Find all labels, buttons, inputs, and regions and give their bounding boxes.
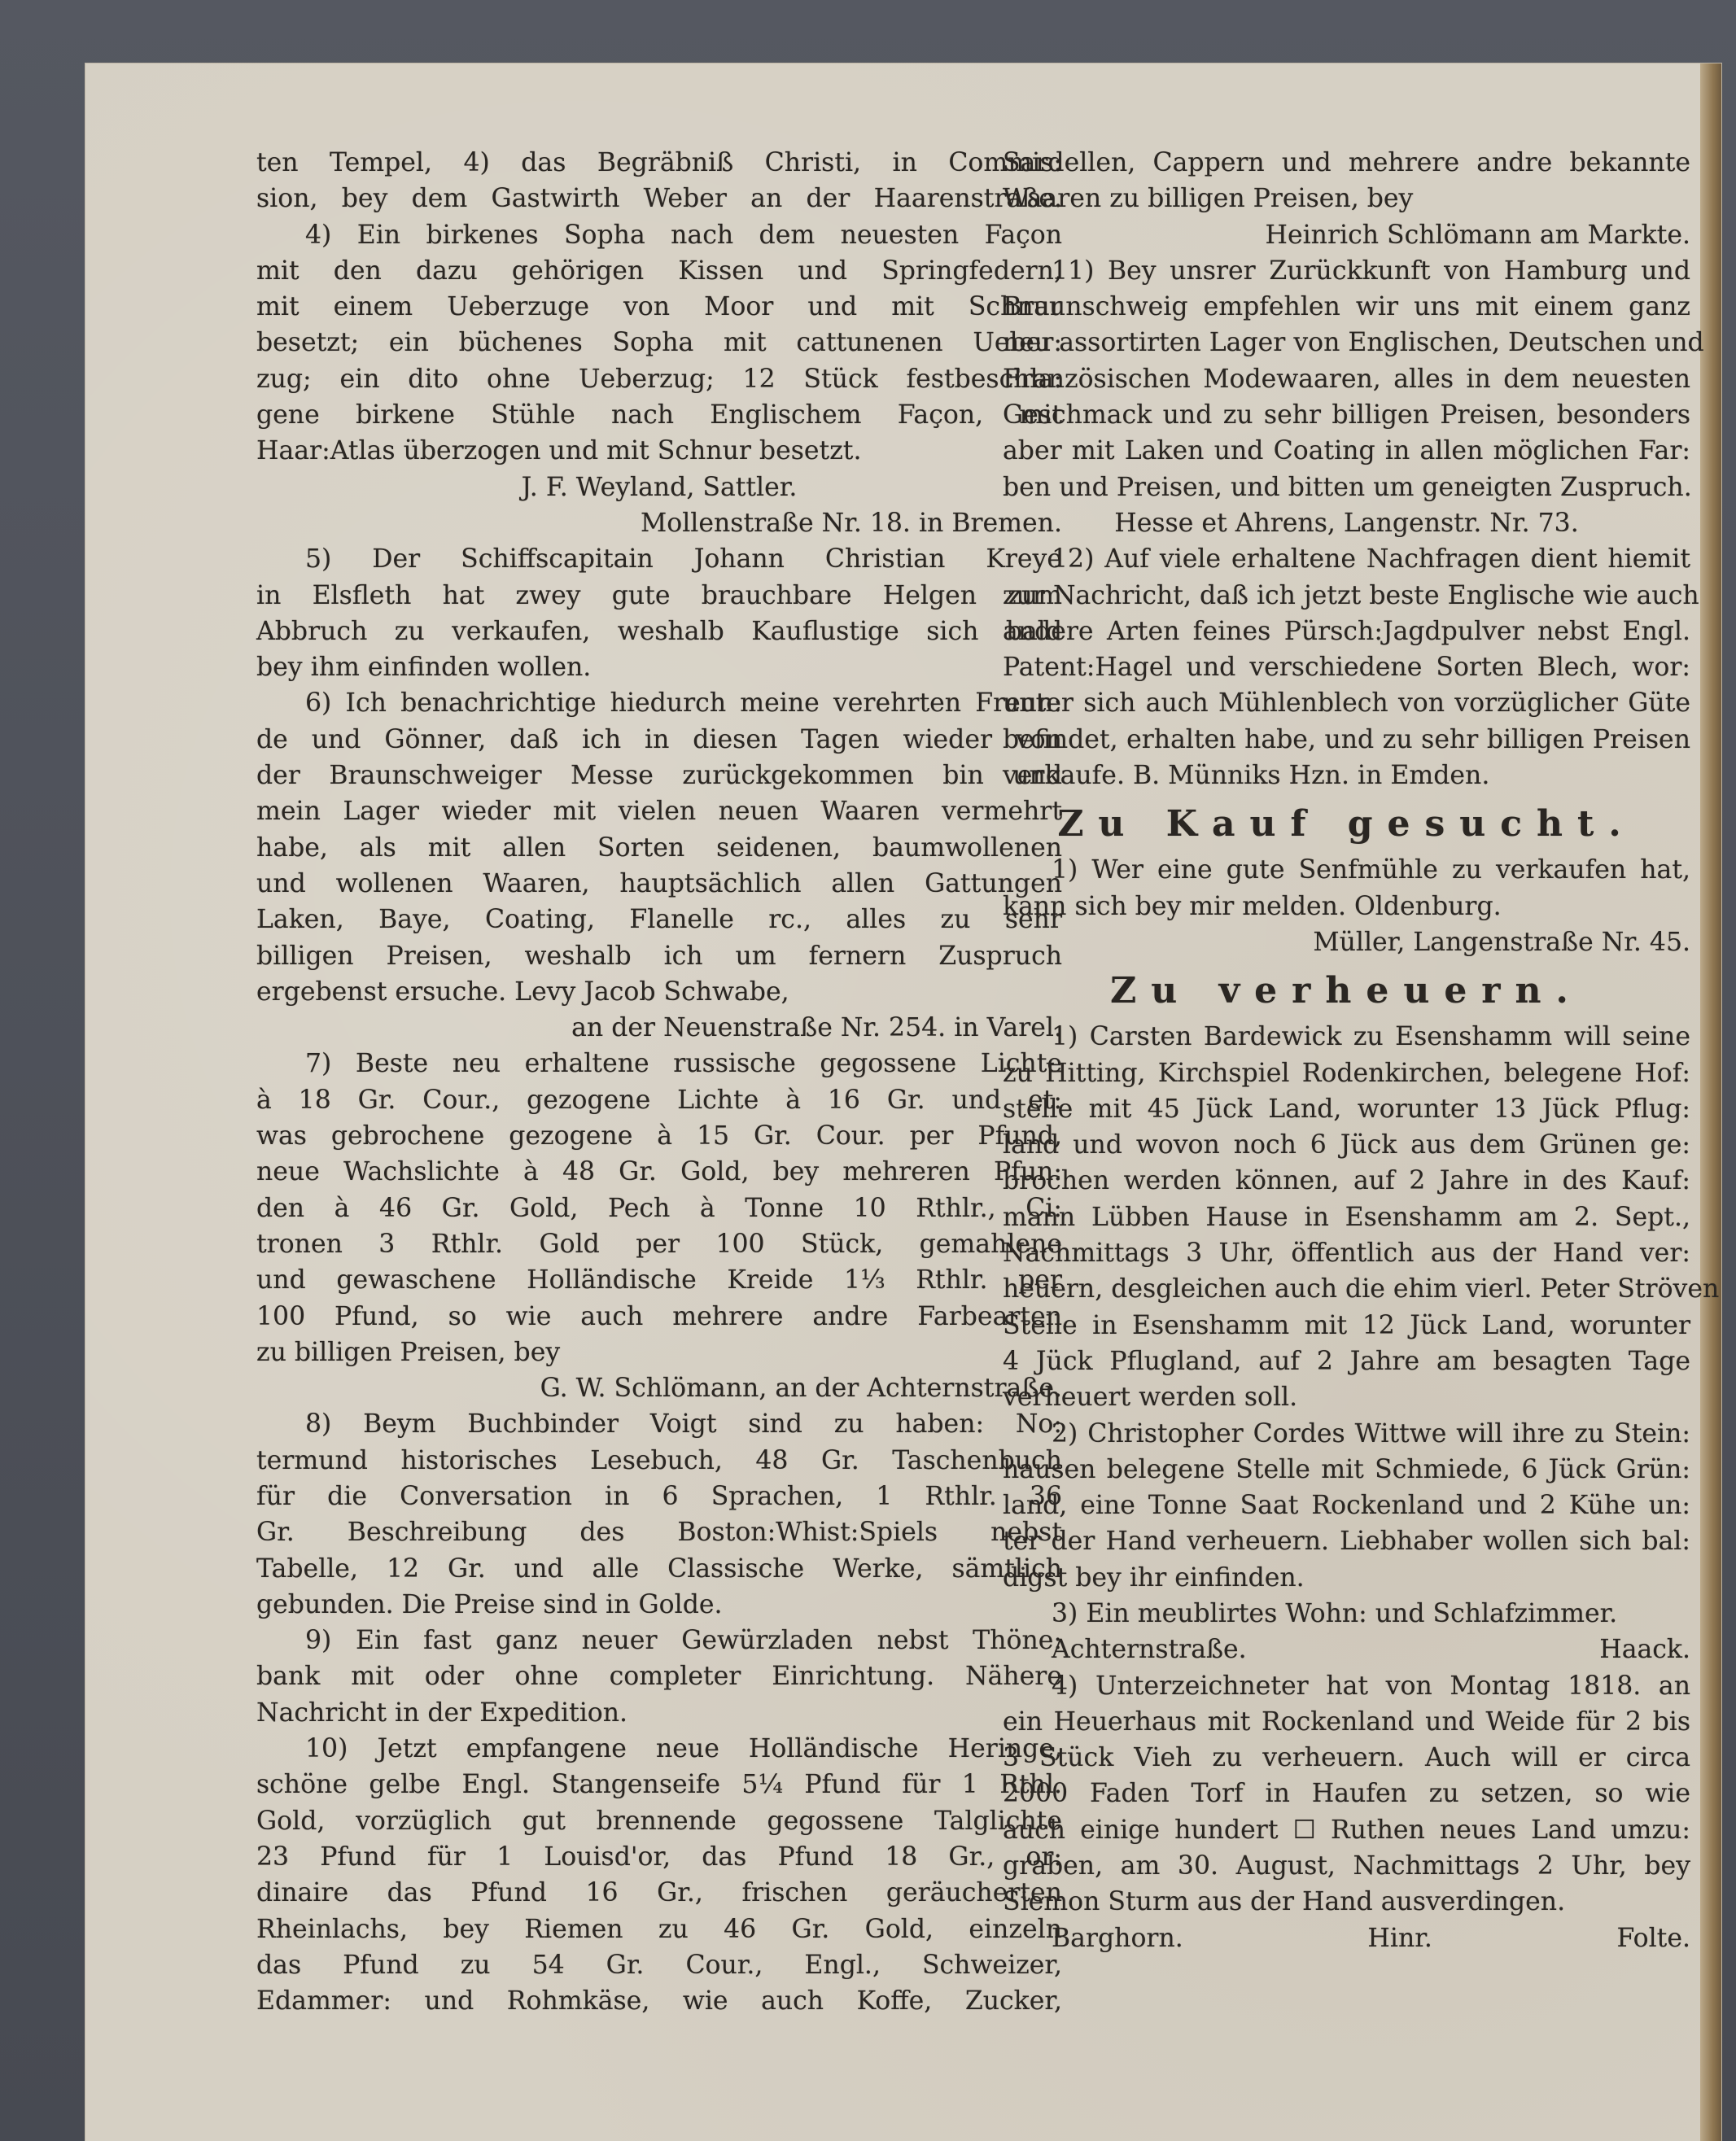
line-text: mann Lübben Hause in Esenshamm am 2. Sept.,	[1003, 1202, 1690, 1232]
text-line	[1003, 1488, 1690, 1523]
line-text: heuern, desgleichen auch die ehim vierl. Peter Ströven	[1003, 1274, 1720, 1304]
text-line	[1003, 1416, 1690, 1452]
text-line	[256, 902, 1062, 937]
line-text: das Pfund zu 54 Gr. Cour., Engl., Schweizer,	[256, 1950, 1062, 1980]
line-text: bey ihm einfinden wollen.	[256, 653, 592, 683]
text-line	[1003, 1920, 1690, 1956]
text-line	[1003, 325, 1704, 360]
text-line	[256, 253, 1062, 289]
left-text-column	[256, 145, 1062, 2019]
line-text: Hesse et Ahrens, Langenstr. Nr. 73.	[1114, 508, 1579, 538]
line-text: digst bey ihr einfinden.	[1003, 1562, 1305, 1593]
text-line	[256, 866, 1062, 902]
text-line	[1003, 614, 1690, 649]
line-text: 100 Pfund, so wie auch mehrere andre Farbearten	[256, 1301, 1062, 1331]
text-line	[256, 325, 1062, 360]
line-text: kann sich bey mir melden. Oldenburg.	[1003, 891, 1502, 921]
line-text: Tabelle, 12 Gr. und alle Classische Werke, sämtlich	[256, 1553, 1062, 1584]
text-line	[1003, 541, 1690, 577]
section-heading	[1003, 965, 1690, 1017]
right-text-column	[1003, 145, 1720, 1956]
text-line	[1003, 1235, 1690, 1271]
line-text: 4) Ein birkenes Sopha nach dem neuesten Façon	[305, 220, 1062, 250]
text-line	[1003, 1740, 1690, 1776]
text-line	[256, 1767, 1062, 1802]
line-text: 3 Stück Vieh zu verheuern. Auch will er circa	[1003, 1743, 1690, 1773]
text-line	[256, 1299, 1062, 1335]
line-text: 11) Bey unsrer Zurückkunft von Hamburg und	[1052, 256, 1690, 286]
line-text: gebunden. Die Preise sind in Golde.	[256, 1589, 723, 1619]
line-text: den à 46 Gr. Gold, Pech à Tonne 10 Rthlr., Ci:	[256, 1193, 1062, 1223]
text-line	[256, 649, 1062, 685]
text-line	[1003, 685, 1690, 721]
text-line	[256, 1010, 1062, 1046]
line-text: ten Tempel, 4) das Begräbniß Christi, in Commis:	[256, 148, 1062, 177]
line-text: 1) Wer eine gute Senfmühle zu verkaufen hat,	[1052, 855, 1690, 885]
text-line	[1003, 852, 1690, 888]
line-text: Gr. Beschreibung des Boston:Whist:Spiels nebst	[256, 1518, 1062, 1548]
text-line	[256, 1803, 1062, 1839]
line-text: ter der Hand verheuern. Liebhaber wollen sich bal:	[1003, 1527, 1690, 1557]
text-line	[1003, 361, 1690, 397]
line-text: in Elsfleth hat zwey gute brauchbare Helgen zum	[256, 580, 1062, 610]
text-line	[1003, 145, 1690, 181]
line-text: 2) Christopher Cordes Wittwe will ihre zu Stein:	[1052, 1418, 1690, 1448]
text-line	[256, 722, 1062, 758]
text-line	[256, 578, 1062, 614]
text-line	[256, 1370, 1062, 1406]
text-line	[1003, 1668, 1690, 1704]
text-line	[256, 1875, 1062, 1911]
line-text: Nachmittags 3 Uhr, öffentlich aus der Hand ver:	[1003, 1239, 1690, 1269]
line-text: neue Wachslichte à 48 Gr. Gold, bey mehreren Pfun:	[256, 1157, 1062, 1187]
line-text: mit einem Ueberzuge von Moor und mit Schnur	[256, 292, 1062, 322]
line-text: Heinrich Schlömann am Markte.	[1265, 220, 1690, 250]
text-line	[256, 1335, 1062, 1370]
line-text: Französischen Modewaaren, alles in dem neuesten	[1003, 364, 1690, 394]
line-text: sion, bey dem Gastwirth Weber an der Haarenstraße.	[256, 184, 1062, 214]
line-text: schöne gelbe Engl. Stangenseife 5¼ Pfund für 1 Rthl.	[256, 1770, 1062, 1800]
text-line	[256, 1983, 1062, 2019]
text-line	[256, 1731, 1062, 1767]
text-line	[1003, 722, 1690, 758]
text-line	[1003, 181, 1690, 216]
text-line	[1003, 1848, 1690, 1884]
line-text: land und wovon noch 6 Jück aus dem Grünen ge:	[1003, 1130, 1690, 1160]
text-line	[256, 685, 1062, 721]
text-line	[256, 145, 1062, 181]
text-line	[1003, 1776, 1690, 1811]
line-text: Laken, Baye, Coating, Flanelle rc., alles zu sehr	[256, 905, 1062, 935]
text-line	[256, 470, 1062, 505]
line-text: stelle mit 45 Jück Land, worunter 13 Jück Pflug:	[1003, 1094, 1690, 1124]
text-line	[1003, 1704, 1690, 1740]
line-text: ben und Preisen, und bitten um geneigten Zuspruch.	[1003, 472, 1692, 502]
line-text: mit den dazu gehörigen Kissen und Springfedern,	[256, 256, 1062, 286]
text-line	[1003, 1632, 1690, 1667]
line-text: Waaren zu billigen Preisen, bey	[1003, 184, 1414, 214]
line-text: und gewaschene Holländische Kreide 1⅓ Rthlr. per	[256, 1265, 1062, 1296]
text-line	[256, 1551, 1062, 1587]
line-text: 1) Carsten Bardewick zu Esenshamm will seine	[1052, 1022, 1690, 1052]
text-line	[1003, 1055, 1690, 1091]
line-text: 6) Ich benachrichtige hiedurch meine verehrten Freun:	[305, 688, 1062, 719]
text-line	[256, 1154, 1062, 1190]
text-line	[1003, 433, 1690, 469]
section-heading	[1003, 798, 1690, 850]
line-text: tronen 3 Rthlr. Gold per 100 Stück, gemahlene	[256, 1229, 1062, 1259]
text-line	[256, 1623, 1062, 1658]
text-line	[256, 1226, 1062, 1262]
line-text: zug; ein dito ohne Ueberzug; 12 Stück festbeschla:	[256, 364, 1062, 394]
line-text: habe, als mit allen Sorten seidenen, baumwollenen	[256, 832, 1062, 863]
line-text: Siemon Sturm aus der Hand ausverdingen.	[1003, 1887, 1566, 1917]
text-line	[256, 289, 1062, 325]
text-line	[256, 1443, 1062, 1479]
line-text: unter sich auch Mühlenblech von vorzüglicher Güte	[1003, 688, 1690, 719]
line-text: 4) Unterzeichneter hat von Montag 1818. an	[1052, 1671, 1690, 1701]
text-line	[256, 1046, 1062, 1081]
line-text: 7) Beste neu erhaltene russische gegossene Lichte	[305, 1049, 1062, 1079]
text-line	[1003, 1199, 1690, 1235]
text-line	[1003, 1523, 1690, 1559]
text-line	[1003, 1452, 1690, 1488]
line-text: an der Neuenstraße Nr. 254. in Varel.	[571, 1013, 1062, 1043]
text-line	[256, 1695, 1062, 1731]
text-line	[256, 1082, 1062, 1118]
text-line	[1003, 470, 1690, 505]
text-line	[256, 1912, 1062, 1947]
line-text: für die Conversation in 6 Sprachen, 1 Rthlr. 36	[256, 1481, 1062, 1511]
line-text: Nachricht in der Expedition.	[256, 1698, 628, 1728]
text-line	[1003, 1127, 1690, 1163]
text-line	[256, 1947, 1062, 1983]
text-line	[256, 433, 1062, 469]
text-line	[1003, 1163, 1690, 1199]
line-text: bank mit oder ohne completer Einrichtung. Nähere	[256, 1662, 1062, 1692]
line-text: Patent:Hagel und verschiedene Sorten Blech, wor:	[1003, 653, 1690, 683]
text-line	[256, 505, 1062, 541]
line-text: 9) Ein fast ganz neuer Gewürzladen nebst Thöne:	[305, 1626, 1062, 1656]
page-edge	[1700, 63, 1721, 2141]
line-text: à 18 Gr. Cour., gezogene Lichte à 16 Gr. und et:	[256, 1085, 1062, 1115]
line-text: zu billigen Preisen, bey	[256, 1337, 561, 1367]
text-line	[1003, 1344, 1690, 1379]
text-line	[256, 1406, 1062, 1442]
line-text: 10) Jetzt empfangene neue Holländische Heringe,	[305, 1734, 1062, 1764]
line-text: besetzt; ein büchenes Sopha mit cattunenen Ueber:	[256, 328, 1062, 358]
text-line	[1003, 217, 1690, 253]
line-text: Stelle in Esenshamm mit 12 Jück Land, worunter	[1003, 1310, 1690, 1340]
text-line	[256, 974, 1062, 1010]
line-text: befindet, erhalten habe, und zu sehr billigen Preisen	[1003, 724, 1690, 754]
text-line	[256, 938, 1062, 974]
line-text: land, eine Tonne Saat Rockenland und 2 Kühe un:	[1003, 1491, 1690, 1521]
text-line	[1003, 924, 1690, 960]
text-line	[1003, 1884, 1690, 1920]
text-line	[256, 1118, 1062, 1154]
line-text: Rheinlachs, bey Riemen zu 46 Gr. Gold, einzeln	[256, 1914, 1062, 1944]
line-text: neu assortirten Lager von Englischen, Deutschen und	[1003, 328, 1704, 358]
text-line	[256, 1514, 1062, 1550]
line-text: brochen werden können, auf 2 Jahre in des Kauf:	[1003, 1166, 1690, 1196]
line-text: Braunschweig empfehlen wir uns mit einem ganz	[1003, 292, 1690, 322]
text-line	[256, 361, 1062, 397]
text-line	[256, 1262, 1062, 1298]
text-line	[256, 614, 1062, 649]
text-line	[256, 541, 1062, 577]
text-line	[1003, 889, 1690, 924]
newspaper-page	[85, 63, 1721, 2141]
line-text: Edammer: und Rohmkäse, wie auch Koffe, Zucker,	[256, 1986, 1062, 2016]
line-text: auch einige hundert ☐ Ruthen neues Land umzu:	[1003, 1815, 1690, 1845]
line-text: verheuert werden soll.	[1003, 1383, 1298, 1413]
line-text: 3) Ein meublirtes Wohn: und Schlafzimmer.	[1052, 1598, 1618, 1628]
text-line	[1003, 1271, 1720, 1307]
line-text: 5) Der Schiffscapitain Johann Christian Kreye	[305, 544, 1062, 575]
line-text: 4 Jück Pflugland, auf 2 Jahre am besagten Tage	[1003, 1346, 1690, 1376]
line-text: und wollenen Waaren, hauptsächlich allen Gattungen	[256, 868, 1062, 898]
line-text: zu Hitting, Kirchspiel Rodenkirchen, belegene Hof:	[1003, 1058, 1690, 1088]
line-text: Müller, Langenstraße Nr. 45.	[1313, 927, 1690, 957]
text-line	[256, 793, 1062, 829]
text-line	[1003, 1379, 1690, 1415]
text-line	[1003, 649, 1690, 685]
text-line	[1003, 1091, 1690, 1127]
text-line	[1003, 1812, 1690, 1848]
text-line	[256, 181, 1062, 216]
text-line	[1003, 505, 1690, 541]
line-text: Mollenstraße Nr. 18. in Bremen.	[641, 508, 1062, 538]
line-text: Zu Kauf gesucht.	[1057, 803, 1636, 845]
line-text: andere Arten feines Pürsch:Jagdpulver nebst Engl.	[1003, 616, 1690, 646]
line-text: 12) Auf viele erhaltene Nachfragen dient hiemit	[1052, 544, 1690, 575]
text-line	[256, 1839, 1062, 1875]
text-line	[256, 1191, 1062, 1226]
line-text: zur Nachricht, daß ich jetzt beste Englische wie auch	[1003, 580, 1699, 610]
line-text: J. F. Weyland, Sattler.	[521, 472, 798, 502]
line-text: hausen belegene Stelle mit Schmiede, 6 Jück Grün:	[1003, 1454, 1690, 1484]
line-text: 23 Pfund für 1 Louisd'or, das Pfund 18 Gr., or:	[256, 1842, 1062, 1872]
text-line	[256, 1587, 1062, 1623]
line-text: ergebenst ersuche. Levy Jacob Schwabe,	[256, 977, 789, 1007]
line-text: gene birkene Stühle nach Englischem Façon, mit	[256, 400, 1062, 430]
text-line	[1003, 758, 1690, 793]
line-text: Achternstraße. Haack.	[1052, 1635, 1690, 1665]
text-line	[1003, 1308, 1690, 1344]
text-line	[256, 830, 1062, 866]
line-text: Zu verheuern.	[1110, 970, 1583, 1012]
line-text: verkaufe. B. Münniks Hzn. in Emden.	[1003, 761, 1490, 791]
line-text: mein Lager wieder mit vielen neuen Waaren vermehrt	[256, 797, 1062, 827]
line-text: der Braunschweiger Messe zurückgekommen bin und	[256, 761, 1062, 791]
text-line	[256, 1479, 1062, 1514]
text-line	[1003, 1560, 1690, 1596]
text-line	[256, 397, 1062, 433]
line-text: termund historisches Lesebuch, 48 Gr. Taschenbuch	[256, 1445, 1062, 1475]
line-text: graben, am 30. August, Nachmittags 2 Uhr, bey	[1003, 1851, 1690, 1881]
line-text: Haar:Atlas überzogen und mit Schnur besetzt.	[256, 436, 862, 466]
line-text: Sardellen, Cappern und mehrere andre bekannte	[1003, 148, 1690, 177]
text-line	[1003, 253, 1690, 289]
line-text: G. W. Schlömann, an der Achternstraße.	[540, 1374, 1062, 1404]
line-text: aber mit Laken und Coating in allen möglichen Far:	[1003, 436, 1690, 466]
text-line	[1003, 397, 1690, 433]
text-line	[1003, 1596, 1690, 1632]
line-text: Barghorn. Hinr. Folte.	[1052, 1923, 1690, 1953]
line-text: billigen Preisen, weshalb ich um fernern Zuspruch	[256, 941, 1062, 971]
line-text: dinaire das Pfund 16 Gr., frischen geräucherten	[256, 1878, 1062, 1908]
text-line	[256, 758, 1062, 793]
text-line	[256, 1658, 1062, 1694]
line-text: ein Heuerhaus mit Rockenland und Weide für 2 bis	[1003, 1706, 1690, 1737]
line-text: 2000 Faden Torf in Haufen zu setzen, so wie	[1003, 1779, 1690, 1809]
text-line	[1003, 578, 1699, 614]
line-text: de und Gönner, daß ich in diesen Tagen wieder von	[256, 724, 1062, 754]
text-line	[1003, 1019, 1690, 1055]
line-text: Abbruch zu verkaufen, weshalb Kauflustige sich bald	[256, 616, 1062, 646]
line-text: was gebrochene gezogene à 15 Gr. Cour. per Pfund,	[256, 1121, 1062, 1151]
line-text: 8) Beym Buchbinder Voigt sind zu haben: No:	[305, 1409, 1062, 1440]
text-line	[256, 217, 1062, 253]
line-text: Gold, vorzüglich gut brennende gegossene Talglichte	[256, 1806, 1062, 1836]
line-text: Geschmack und zu sehr billigen Preisen, besonders	[1003, 400, 1690, 430]
text-line	[1003, 289, 1690, 325]
